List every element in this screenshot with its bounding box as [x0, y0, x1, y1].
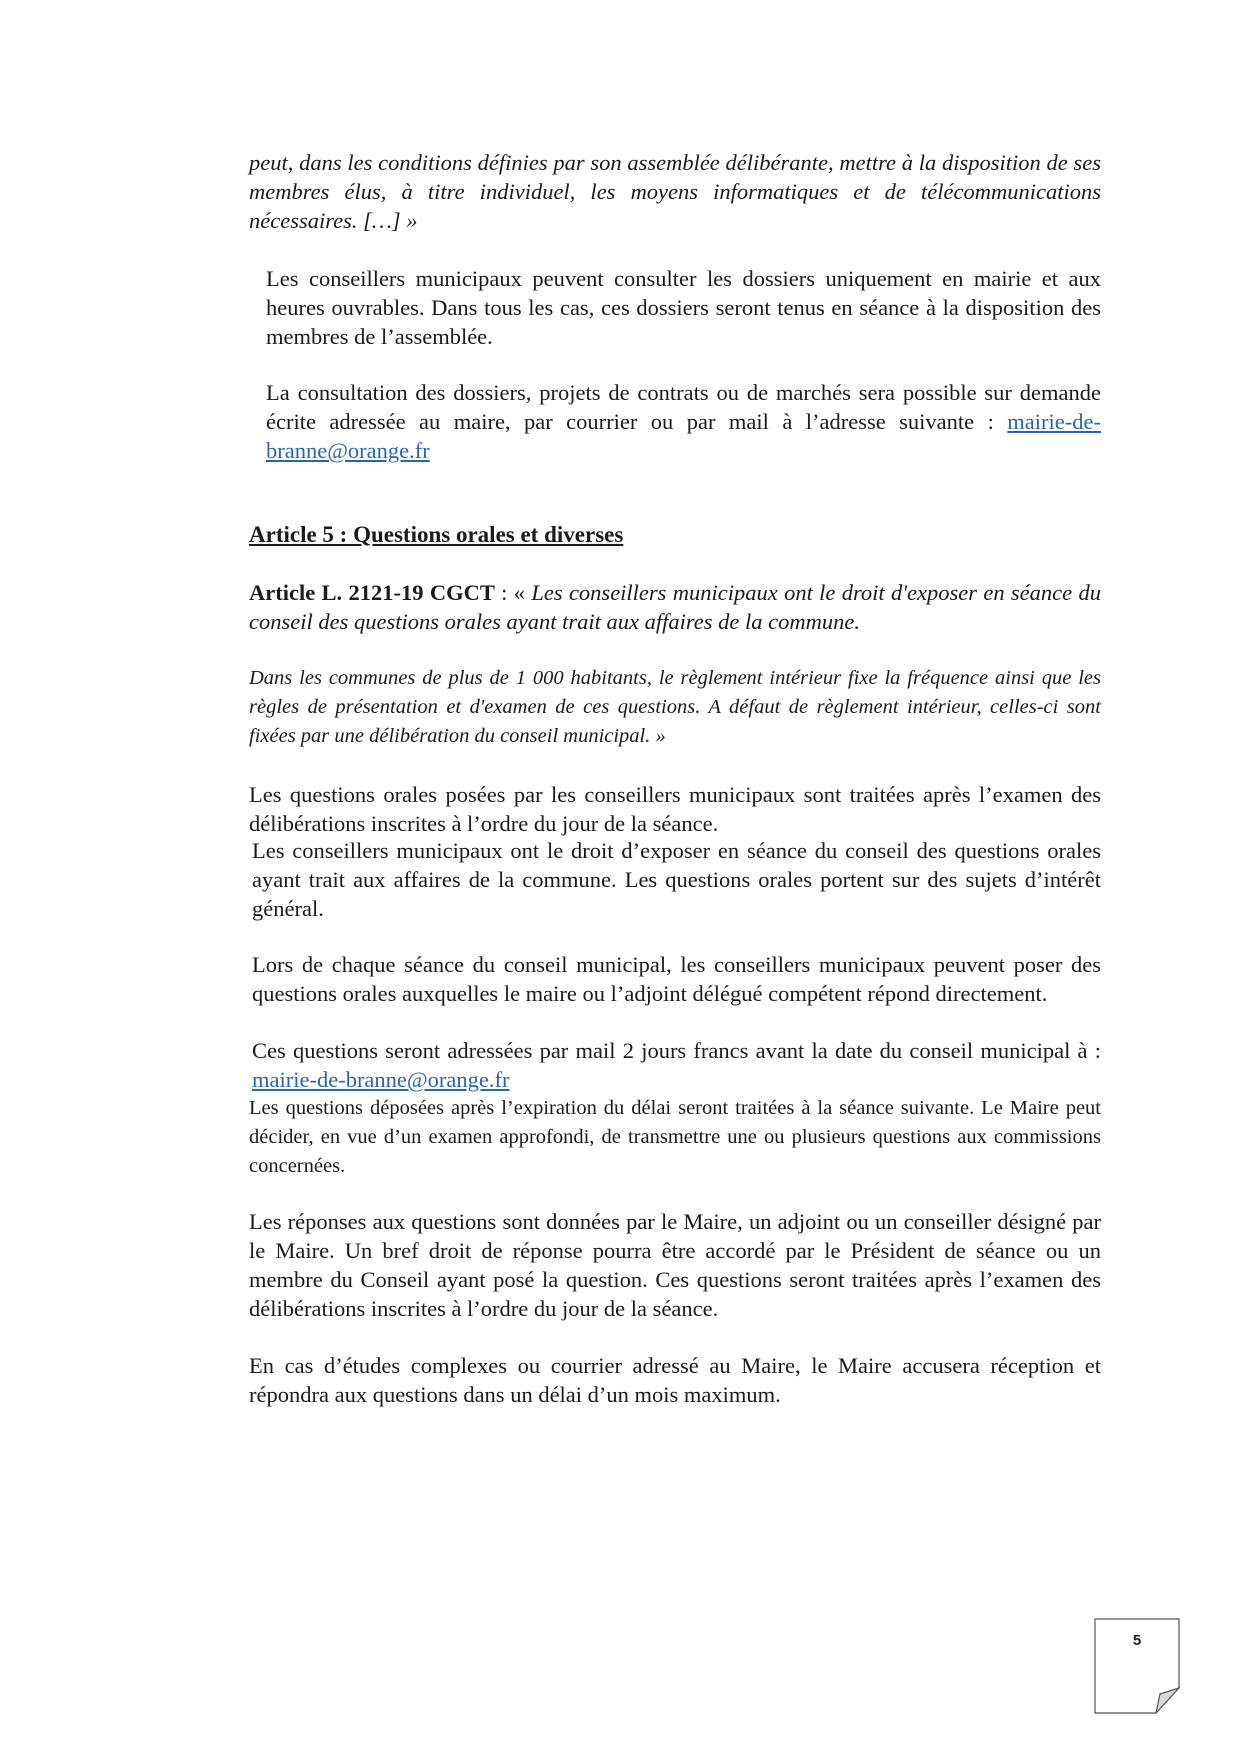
paragraph-right-to-expose: Les conseillers municipaux ont le droit d’exposer en séance du conseil des questions orales ayant trait aux affaires de la commune. Les questions orales portent sur des sujets d’intérêt général. — [252, 838, 1101, 921]
paragraph-oral-questions: Les questions orales posées par les conseillers municipaux sont traitées après l’examen des délibérations inscrites à l’ordre du jour de la séance. — [249, 782, 1101, 836]
email-link-2[interactable]: mairie-de-branne@orange.fr — [252, 1067, 510, 1092]
consultation-request-text: La consultation des dossiers, projets de contrats ou de marchés sera possible sur demande écrite adressée au maire, par courrier ou par mail à l’adresse suivante : — [266, 380, 1101, 434]
paragraph-consultation-hours: Les conseillers municipaux peuvent consulter les dossiers uniquement en mairie et aux heures ouvrables. Dans tous les cas, ces dossiers seront tenus en séance à la disposition des membres de l’assemblée. — [266, 266, 1101, 349]
email-deadline-text: Ces questions seront adressées par mail 2 jours francs avant la date du conseil municipal à : — [252, 1038, 1101, 1063]
page-number-badge — [1094, 1618, 1180, 1714]
paragraph-complex-studies: En cas d’études complexes ou courrier adressé au Maire, le Maire accusera réception et répondra aux questions dans un délai d’un mois maximum. — [249, 1353, 1101, 1407]
paragraph-consultation-request — [266, 378, 1101, 465]
paragraph-email-deadline — [252, 1036, 1101, 1094]
page-number: 5 — [1132, 1632, 1142, 1649]
paragraph-each-session: Lors de chaque séance du conseil municipal, les conseillers municipaux peuvent poser des questions orales auxquelles le maire ou l’adjoint délégué compétent répond directement. — [252, 952, 1101, 1006]
article-citation — [249, 578, 1101, 636]
paragraph-late-questions: Les questions déposées après l’expiration du délai seront traitées à la séance suivante. Le Maire peut décider, en vue d’un examen approfondi, de transmettre une ou plusieurs questions aux commissions concernées. — [249, 1097, 1101, 1177]
article-separator: : « — [494, 580, 526, 605]
article-reference: Article L. 2121-19 CGCT — [249, 580, 495, 605]
email-link-1[interactable]: mairie-de-branne@orange.fr — [266, 409, 1101, 463]
article-quote-2: Dans les communes de plus de 1 000 habitants, le règlement intérieur fixe la fréquence ainsi que les règles de présentation et d'examen de ces questions. A défaut de règlement intérieur, celles-ci sont fixées par une délibération du conseil municipal. » — [249, 667, 1101, 747]
article-heading: Article 5 : Questions orales et diverses — [249, 522, 624, 547]
paragraph-answers: Les réponses aux questions sont données par le Maire, un adjoint ou un conseiller désigné par le Maire. Un bref droit de réponse pourra être accordé par le Président de séance ou un membre du Conseil ayant posé la question. Ces questions seront traitées après l’examen des délibérations inscrites à l’ordre du jour de la séance. — [249, 1209, 1101, 1321]
article-quote: Les conseillers municipaux ont le droit d'exposer en séance du conseil des questions orales ayant trait aux affaires de la commune. — [249, 580, 1101, 634]
quote-continuation: peut, dans les conditions définies par son assemblée délibérante, mettre à la disposition de ses membres élus, à titre individuel, les moyens informatiques et de télécommunications nécessaires. […] » — [249, 150, 1101, 233]
